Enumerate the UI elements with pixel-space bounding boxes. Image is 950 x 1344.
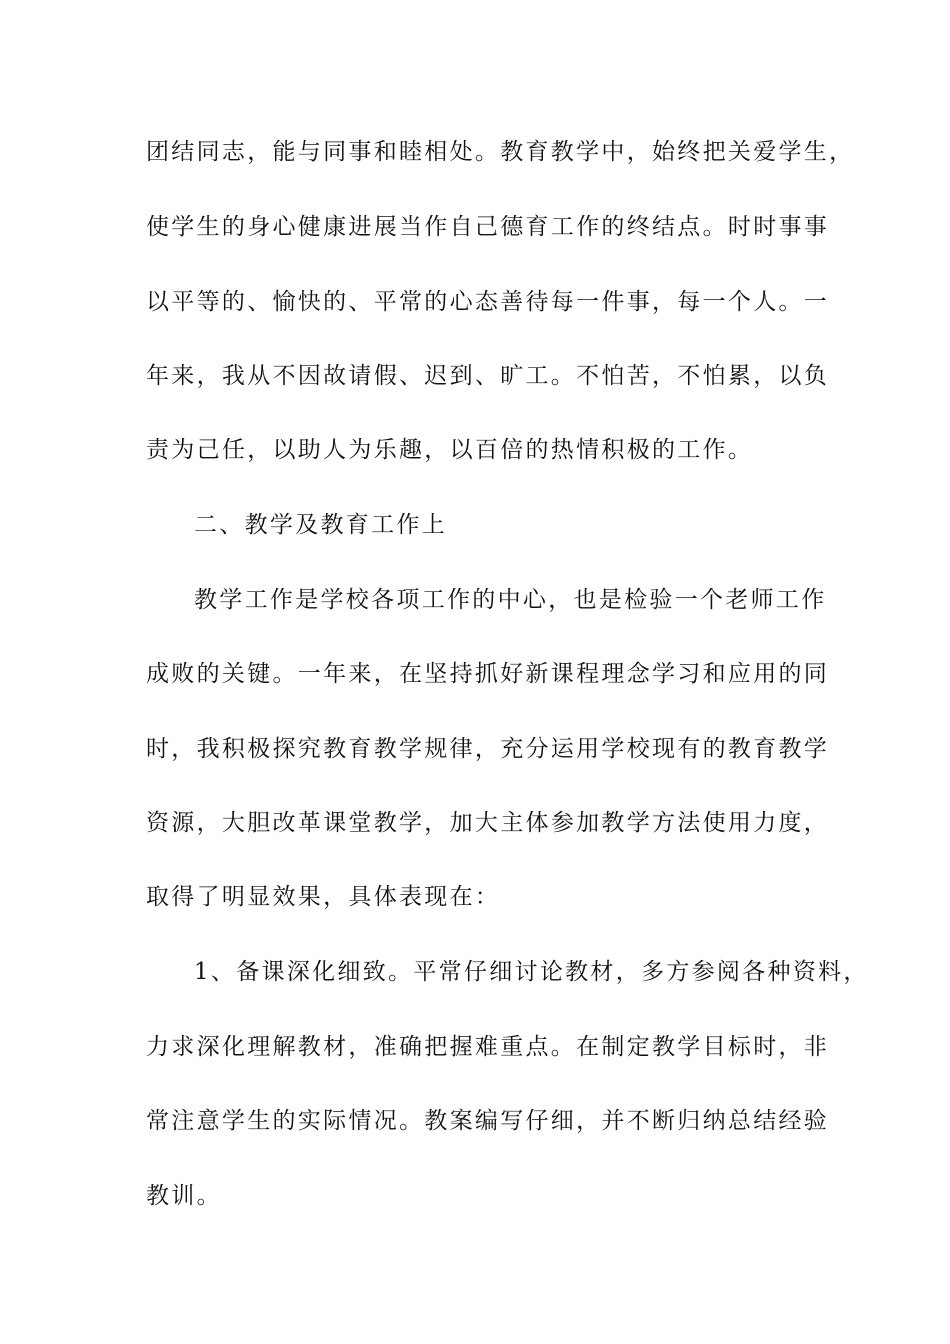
paragraph-line: 常注意学生的实际情况。教案编写仔细，并不断归纳总结经验 xyxy=(146,1108,830,1134)
list-item-line: 1、备课深化细致。平常仔细讨论教材，多方参阅各种资料， xyxy=(194,959,869,985)
paragraph-line: 教训。 xyxy=(146,1183,222,1209)
paragraph-line: 年来，我从不因故请假、迟到、旷工。不怕苦，不怕累，以负 xyxy=(146,363,830,389)
paragraph-line: 教学工作是学校各项工作的中心，也是检验一个老师工作 xyxy=(194,587,827,613)
paragraph-line: 以平等的、愉快的、平常的心态善待每一件事，每一个人。一 xyxy=(146,289,830,315)
paragraph-line: 力求深化理解教材，准确把握难重点。在制定教学目标时，非 xyxy=(146,1034,830,1060)
paragraph-line: 时，我积极探究教育教学规律，充分运用学校现有的教育教学 xyxy=(146,736,830,762)
paragraph-line: 使学生的身心健康进展当作自己德育工作的终结点。时时事事 xyxy=(146,214,830,240)
paragraph-line: 取得了明显效果，具体表现在： xyxy=(146,884,501,910)
paragraph-line: 资源，大胆改革课堂教学，加大主体参加教学方法使用力度， xyxy=(146,810,830,836)
paragraph-line: 成败的关键。一年来，在坚持抓好新课程理念学习和应用的同 xyxy=(146,661,830,687)
section-heading: 二、教学及教育工作上 xyxy=(194,512,447,538)
paragraph-line: 责为己任，以助人为乐趣，以百倍的热情积极的工作。 xyxy=(146,437,754,463)
paragraph-line: 团结同志，能与同事和睦相处。教育教学中，始终把关爱学生， xyxy=(146,139,855,165)
